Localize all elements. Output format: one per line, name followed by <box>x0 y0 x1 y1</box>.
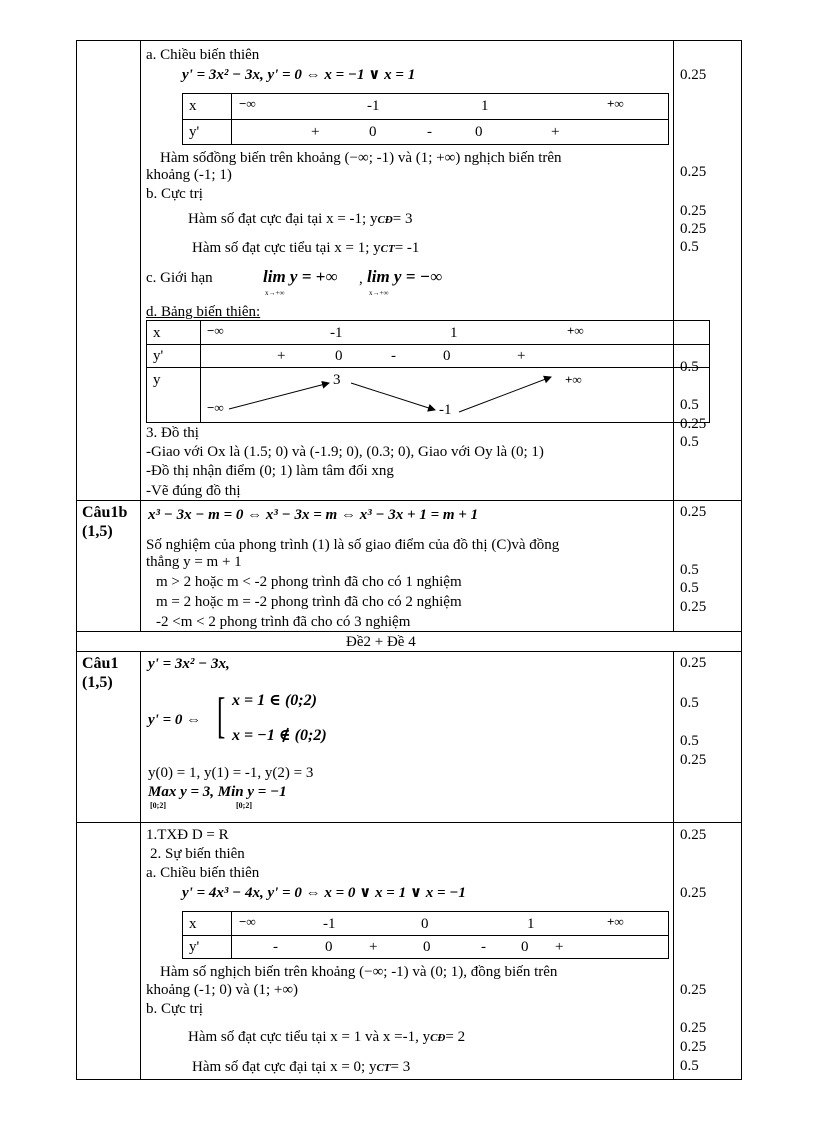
limit-separator: , <box>359 271 363 287</box>
row-border <box>76 500 742 501</box>
system-case: x = −1 ∉ (0;2) <box>232 727 327 744</box>
score: 0.25 <box>680 416 707 432</box>
cell-x-1: 1 <box>527 916 535 932</box>
max-min: Max y = 3, Min y = −1 <box>148 784 287 800</box>
score: 0.25 <box>680 655 707 671</box>
label-column-line <box>140 40 141 631</box>
cell-x-1: 1 <box>450 325 458 341</box>
maximum-text: Hàm số đạt cực đại tại x = 0; yCT= 3 <box>192 1059 411 1075</box>
cell-x-pos-inf: +∞ <box>607 914 624 929</box>
heading-c: c. Giới hạn <box>146 270 213 286</box>
score: 0.25 <box>680 504 707 520</box>
score-column-line <box>673 651 674 1080</box>
solution-line: Số nghiệm của phong trình (1) là số giao điểm của đồ thị (C)và đồng <box>146 537 560 553</box>
cell-yp-minus: - <box>481 939 486 955</box>
sign-table-2 <box>182 911 669 959</box>
monotonic-text: Hàm số nghịch biến trên khoảng (−∞; -1) và (0; 1), đồng biến trên <box>160 964 558 980</box>
cell-yp-plus: + <box>277 348 286 364</box>
max-min-subscript: [0;2] <box>236 801 252 810</box>
graph-line: -Vẽ đúng đồ thị <box>146 483 241 499</box>
cell-y-min: -1 <box>439 402 452 418</box>
limit-plus: lim y = +∞ <box>263 267 338 286</box>
minimum-text: Hàm số đạt cực tiểu tại x = 1; yCT= -1 <box>192 240 420 256</box>
left-border <box>76 40 77 1080</box>
cell-yp-zero: 0 <box>325 939 333 955</box>
cell-x-minus1: -1 <box>367 98 380 114</box>
score: 0.5 <box>680 359 699 375</box>
score: 0.5 <box>680 580 699 596</box>
cell-x-pos-inf: +∞ <box>567 323 584 338</box>
cell-x-pos-inf: +∞ <box>607 96 624 111</box>
score: 0.25 <box>680 1039 707 1055</box>
cell-x-0: 0 <box>421 916 429 932</box>
cell-yp-plus: + <box>555 939 564 955</box>
cell-y-label: y <box>153 372 161 388</box>
heading-b: b. Cực trị <box>146 1001 203 1017</box>
cell-x-neg-inf: −∞ <box>207 323 224 338</box>
cell-x-1: 1 <box>481 98 489 114</box>
score: 0.5 <box>680 1058 699 1074</box>
cell-yp-plus: + <box>551 124 560 140</box>
question-points: (1,5) <box>82 523 113 540</box>
score: 0.25 <box>680 752 707 768</box>
variation-heading: 2. Sự biến thiên <box>150 846 245 862</box>
cell-yp-zero: 0 <box>369 124 377 140</box>
cell-yp-label: y' <box>189 939 200 955</box>
heading-a: a. Chiều biến thiên <box>146 865 260 881</box>
score: 0.25 <box>680 982 707 998</box>
row-border <box>76 822 742 823</box>
score: 0.25 <box>680 827 707 843</box>
maximum-text: Hàm số đạt cực đại tại x = -1; yCĐ= 3 <box>188 211 413 227</box>
max-min-subscript: [0;2] <box>150 801 166 810</box>
question-label: Câu1 <box>82 655 119 672</box>
monotonic-text: khoảng (-1; 1) <box>146 167 232 183</box>
cell-x-minus1: -1 <box>323 916 336 932</box>
row-border <box>76 40 742 41</box>
arrow-increase <box>459 377 551 412</box>
derivative-equation: y' = 3x² − 3x, y' = 0 ⇔ x = −1 ∨ x = 1 <box>182 67 416 83</box>
limit-subscript: x→+∞ <box>265 289 285 297</box>
variation-table <box>146 320 710 423</box>
solution-line: m = 2 hoặc m = -2 phong trình đã cho có 2 nghiệm <box>156 594 462 610</box>
heading-b: b. Cực trị <box>146 186 203 202</box>
score: 0.5 <box>680 239 699 255</box>
cell-yp-plus: + <box>369 939 378 955</box>
cell-x-minus1: -1 <box>330 325 343 341</box>
graph-line: -Đồ thị nhận điểm (0; 1) làm tâm đối xng <box>146 463 394 479</box>
graph-heading: 3. Đồ thị <box>146 425 199 441</box>
row-border <box>76 631 742 632</box>
cell-yp-label: y' <box>153 348 164 364</box>
monotonic-text: Hàm sốđồng biến trên khoảng (−∞; -1) và (1; +∞) nghịch biến trên <box>160 150 562 166</box>
cell-yp-zero: 0 <box>443 348 451 364</box>
cell-yp-label: y' <box>189 124 200 140</box>
cell-x-label: x <box>189 916 197 932</box>
score: 0.5 <box>680 562 699 578</box>
limit-subscript: x→+∞ <box>369 289 389 297</box>
cell-x-label: x <box>189 98 197 114</box>
domain-text: 1.TXĐ D = R <box>146 827 229 843</box>
cell-x-neg-inf: −∞ <box>239 914 256 929</box>
cell-x-neg-inf: −∞ <box>239 96 256 111</box>
label-column-line <box>140 651 141 1080</box>
score: 0.25 <box>680 164 707 180</box>
right-border <box>741 40 742 1080</box>
solution-line: -2 <m < 2 phong trình đã cho có 3 nghiệm <box>156 614 411 630</box>
cell-yp-zero: 0 <box>475 124 483 140</box>
arrow-decrease <box>351 383 435 410</box>
score: 0.25 <box>680 67 707 83</box>
score: 0.25 <box>680 885 707 901</box>
function-values: y(0) = 1, y(1) = -1, y(2) = 3 <box>148 765 314 781</box>
question-label: Câu1b <box>82 504 128 521</box>
minimum-text: Hàm số đạt cực tiểu tại x = 1 và x =-1, yCĐ= 2 <box>188 1029 466 1045</box>
score: 0.5 <box>680 695 699 711</box>
cell-y-neg-inf: −∞ <box>207 400 224 415</box>
cell-yp-zero: 0 <box>521 939 529 955</box>
score: 0.25 <box>680 221 707 237</box>
limit-minus: lim y = −∞ <box>367 267 443 286</box>
score: 0.5 <box>680 434 699 450</box>
score: 0.5 <box>680 733 699 749</box>
sign-table-1 <box>182 93 669 145</box>
cell-x-label: x <box>153 325 161 341</box>
system-case: x = 1 ∈ (0;2) <box>232 692 317 709</box>
score: 0.25 <box>680 599 707 615</box>
question-points: (1,5) <box>82 674 113 691</box>
heading-d: d. Bảng biến thiên: <box>146 304 261 320</box>
system-brace: [ <box>217 687 226 743</box>
cell-yp-minus: - <box>427 124 432 140</box>
cell-y-max: 3 <box>333 372 341 388</box>
answer-grid <box>76 40 742 1080</box>
derivative: y' = 3x² − 3x, <box>148 656 230 672</box>
exam-divider: Đề2 + Đề 4 <box>346 634 416 650</box>
cell-yp-zero: 0 <box>335 348 343 364</box>
heading-a: a. Chiều biến thiên <box>146 47 260 63</box>
row-border <box>76 651 742 652</box>
equation: x³ − 3x − m = 0 ⇔ x³ − 3x = m ⇔ x³ − 3x + 1 = m + 1 <box>148 507 479 523</box>
score: 0.25 <box>680 1020 707 1036</box>
cell-yp-minus: - <box>391 348 396 364</box>
arrow-increase <box>229 383 329 409</box>
cell-yp-plus: + <box>517 348 526 364</box>
graph-line: -Giao với Ox là (1.5; 0) và (-1.9; 0), (0.3; 0), Giao với Oy là (0; 1) <box>146 444 544 460</box>
score: 0.25 <box>680 203 707 219</box>
row-border <box>76 1079 742 1080</box>
cell-yp-minus: - <box>273 939 278 955</box>
monotonic-text: khoảng (-1; 0) và (1; +∞) <box>146 982 299 998</box>
cell-y-pos-inf: +∞ <box>565 372 582 387</box>
solution-line: m > 2 hoặc m < -2 phong trình đã cho có 1 nghiệm <box>156 574 462 590</box>
derivative-equation: y' = 4x³ − 4x, y' = 0 ⇔ x = 0 ∨ x = 1 ∨ x = −1 <box>182 885 466 901</box>
score: 0.5 <box>680 397 699 413</box>
variation-arrows <box>147 321 709 422</box>
solution-line: thẳng y = m + 1 <box>146 554 242 570</box>
system-lhs: y' = 0 ⇔ <box>148 712 202 728</box>
cell-yp-plus: + <box>311 124 320 140</box>
cell-yp-zero: 0 <box>423 939 431 955</box>
